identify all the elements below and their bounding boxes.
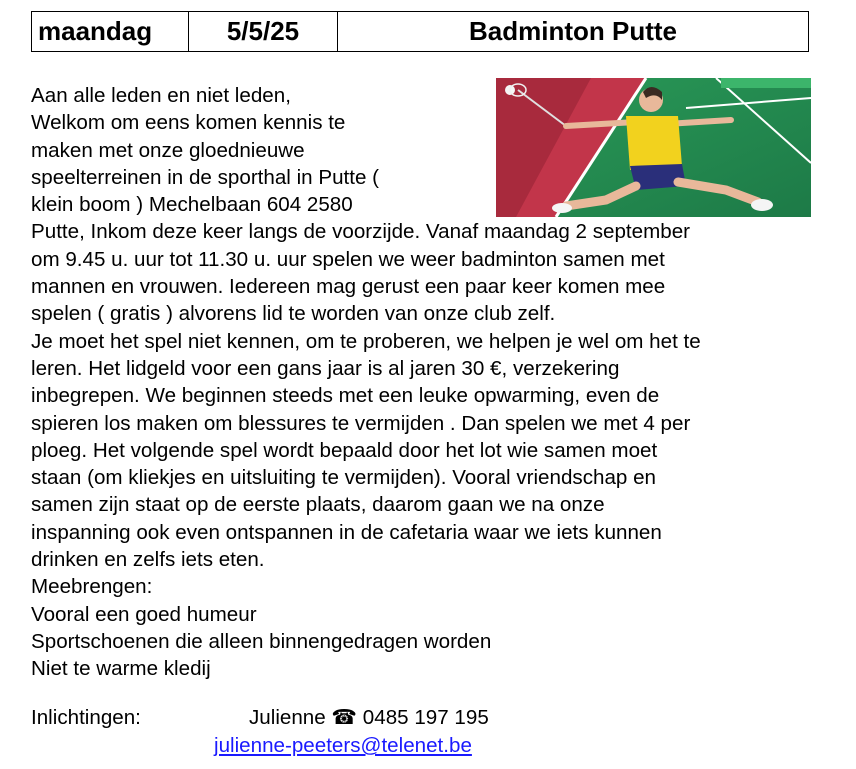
body-line: om 9.45 u. uur tot 11.30 u. uur spelen we weer badminton samen met — [31, 247, 665, 271]
body-line: samen zijn staat op de eerste plaats, daarom gaan we na onze — [31, 493, 605, 517]
header-date: 5/5/25 — [189, 12, 338, 52]
intro-line: klein boom ) Mechelbaan 604 2580 — [31, 193, 353, 217]
contact-info — [31, 704, 489, 731]
intro-line: maken met onze gloednieuwe — [31, 138, 305, 162]
body-line: staan (om kliekjes en uitsluiting te vermijden). Vooral vriendschap en — [31, 466, 656, 490]
contact-email-link[interactable]: julienne-peeters@telenet.be — [214, 734, 472, 757]
announcement-text — [31, 82, 831, 683]
body-line: spieren los maken om blessures te vermijden . Dan spelen we met 4 per — [31, 411, 691, 435]
bring-item: Sportschoenen die alleen binnengedragen worden — [31, 629, 492, 653]
intro-line: Aan alle leden en niet leden, — [31, 84, 291, 107]
bring-heading: Meebrengen: — [31, 575, 153, 599]
body-line: Putte, Inkom deze keer langs de voorzijde. Vanaf maandag 2 september — [31, 220, 691, 244]
body-line: inspanning ook even ontspannen in de cafetaria waar we iets kunnen — [31, 520, 662, 544]
body-line: Je moet het spel niet kennen, om te proberen, we helpen je wel om het te — [31, 329, 701, 353]
body-line: drinken en zelfs iets eten. — [31, 548, 265, 572]
header-day: maandag — [32, 12, 189, 52]
body-line: ploeg. Het volgende spel wordt bepaald door het lot wie samen moet — [31, 438, 658, 462]
body-line: leren. Het lidgeld voor een gans jaar is al jaren 30 €, verzekering — [31, 356, 620, 380]
contact-phone: Julienne ☎ 0485 197 195 — [249, 706, 489, 729]
body-line: mannen en vrouwen. Iedereen mag gerust een paar keer komen mee — [31, 275, 666, 299]
bring-item: Niet te warme kledij — [31, 657, 211, 681]
body-line: spelen ( gratis ) alvorens lid te worden van onze club zelf. — [31, 302, 556, 326]
contact-label: Inlichtingen: — [31, 706, 141, 729]
header-table — [31, 11, 809, 52]
bring-item: Vooral een goed humeur — [31, 602, 257, 626]
body-line: inbegrepen. We beginnen steeds met een leuke opwarming, even de — [31, 384, 660, 408]
intro-line: Welkom om eens komen kennis te — [31, 111, 346, 135]
header-title: Badminton Putte — [338, 12, 809, 52]
intro-line: speelterreinen in de sporthal in Putte ( — [31, 165, 380, 189]
